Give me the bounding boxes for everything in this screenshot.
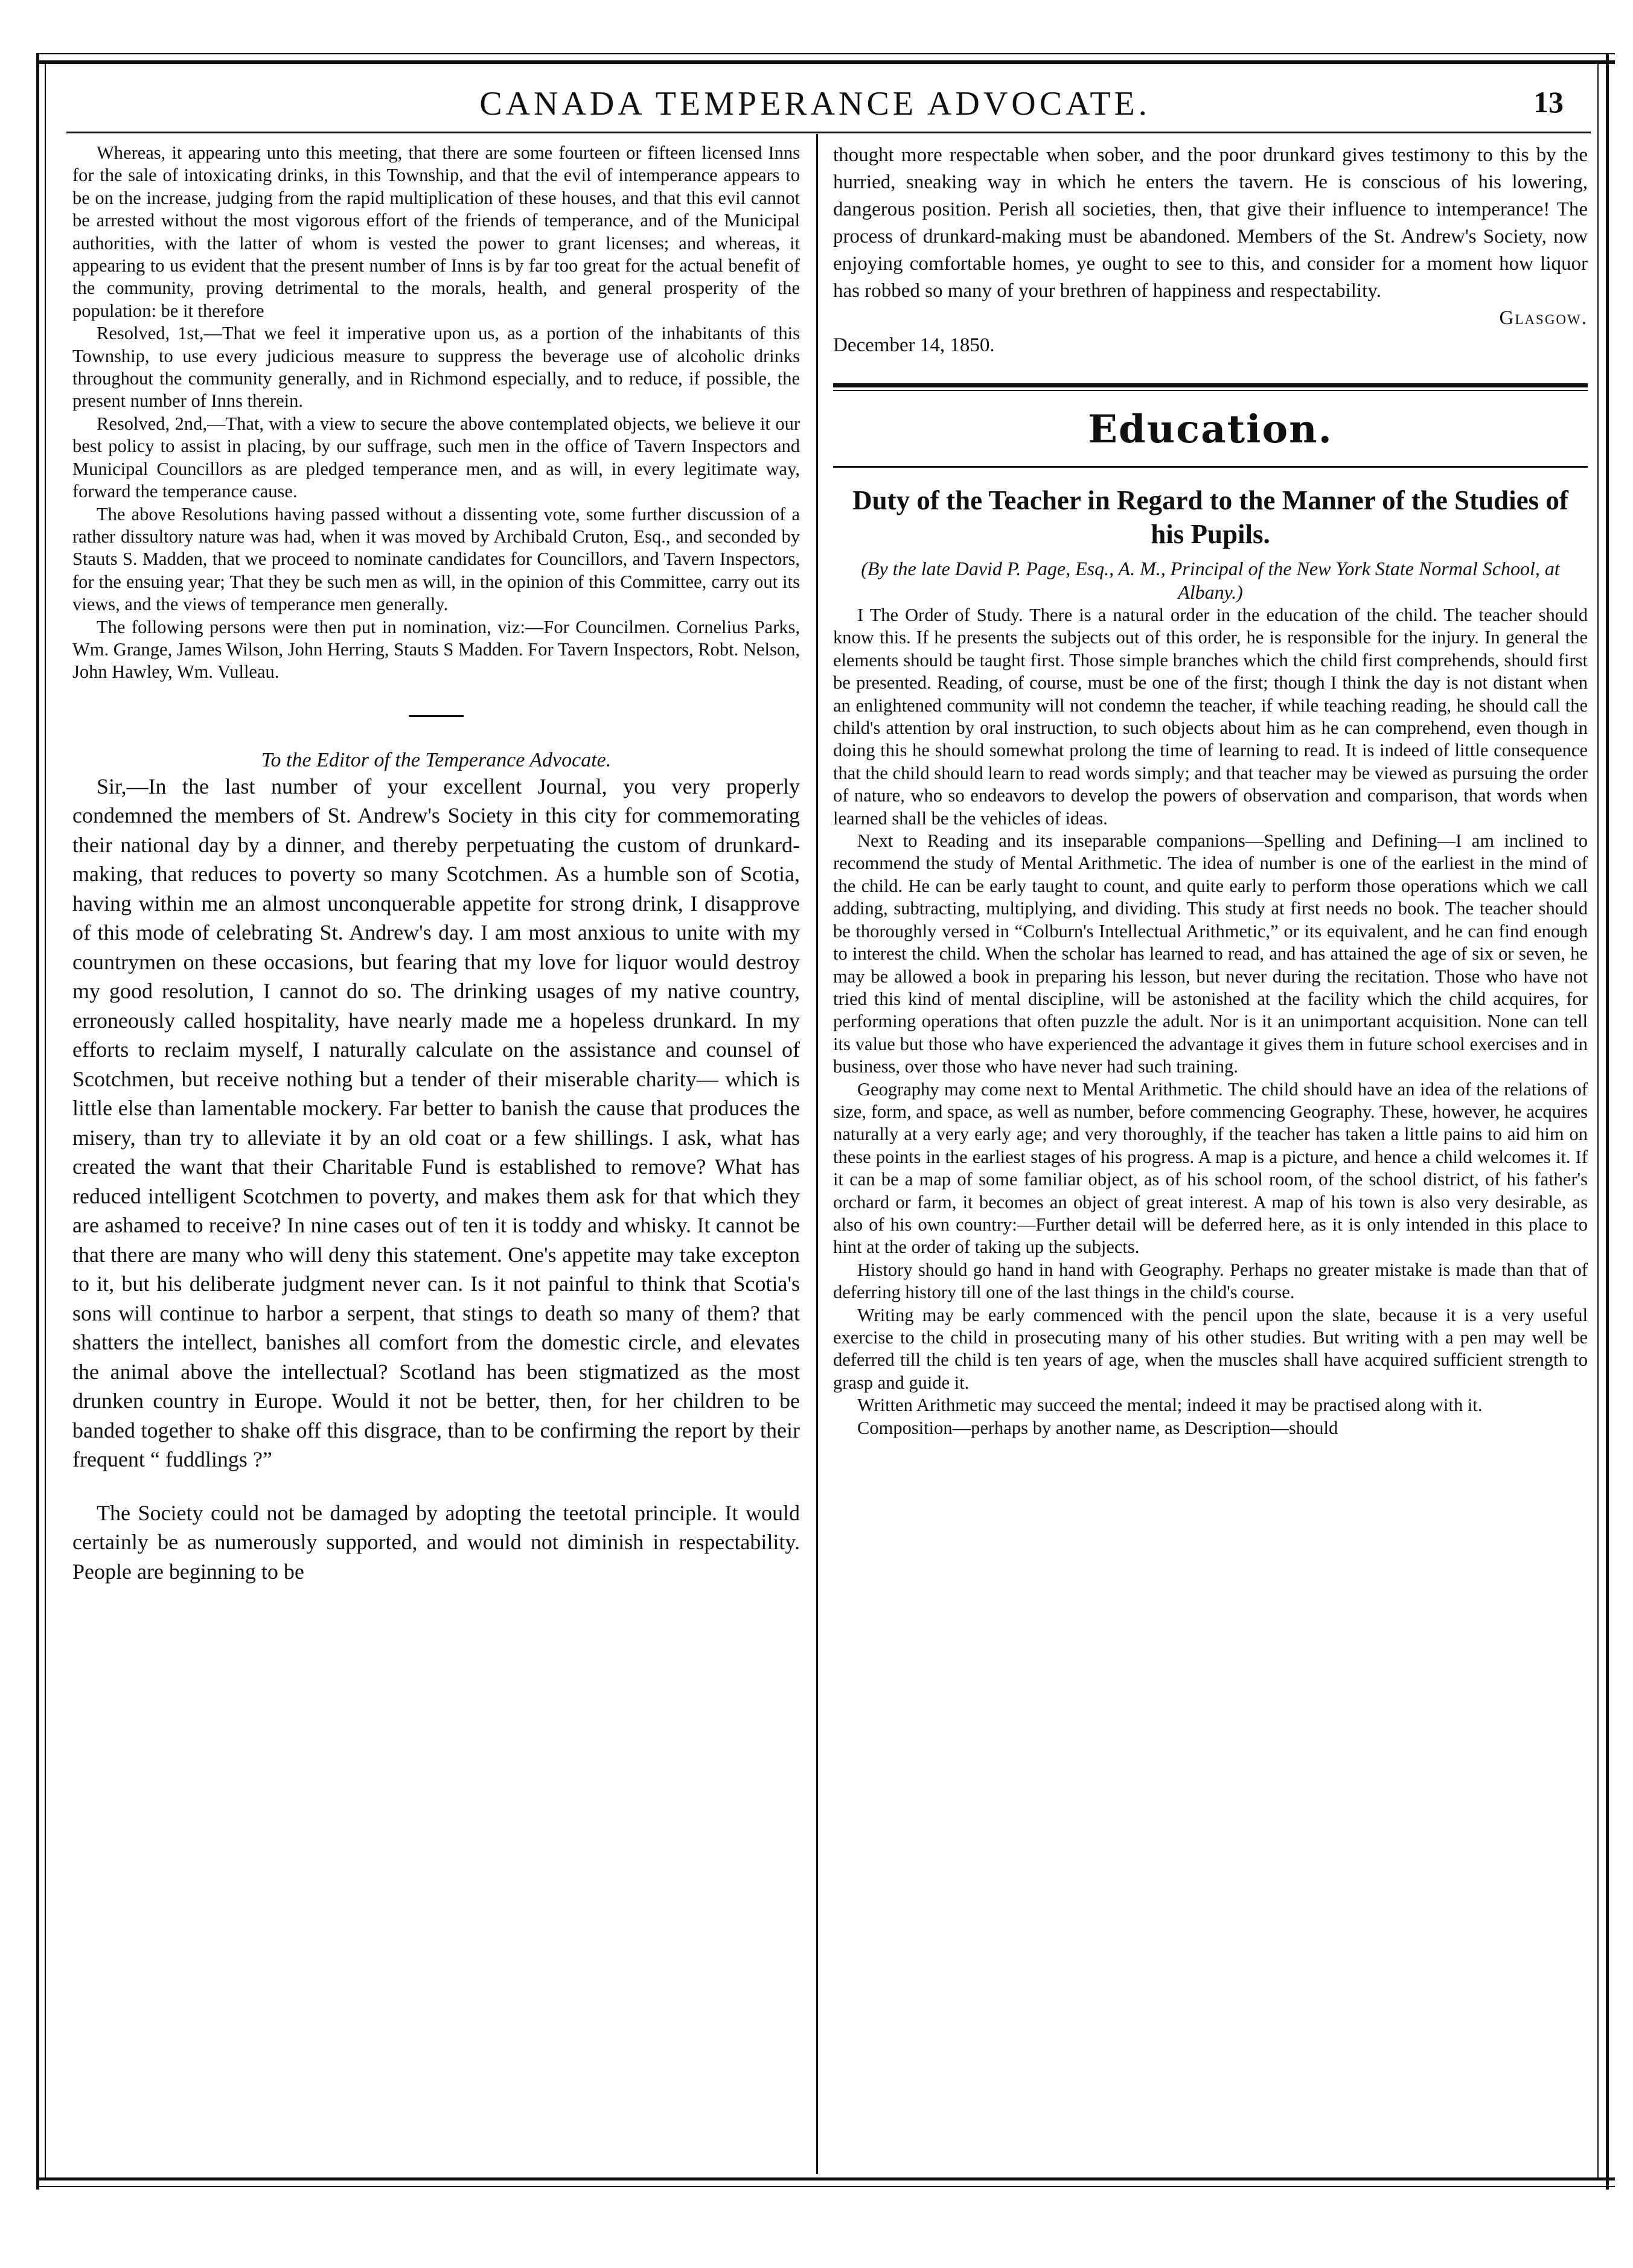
letter-continuation: thought more respectable when sober, and the poor drunkard gives testimony to this by the hurried, sneaking way in which he enters the tavern. He is conscious of his lowering, dangerous position. Perish all societies, then, that give their influence to intemperance! The process of drunkard-making must be abandoned. Members of the St. Andrew's Society, now enjoying comfortable homes, ye ought to see to this, and consider for a moment how liquor has robbed so many of your brethren of happiness and respectability. (833, 144, 1588, 302)
article-paragraph: Composition—perhaps by another name, as Description—should (857, 1417, 1338, 1438)
article-paragraph: Writing may be early commenced with the pencil upon the slate, because it is a very useful exercise to the child in prosecuting many of his other studies. But writing with a pen may well be deferred till the child is ten years of age, when the muscles shall have acquired sufficient strength to grasp and guide it. (833, 1304, 1588, 1393)
border-rule (1606, 53, 1609, 2190)
letter-heading: To the Editor of the Temperance Advocate. (261, 748, 612, 771)
left-column (72, 142, 800, 1586)
border-rule (36, 53, 39, 2190)
column-divider (816, 134, 818, 2174)
letter-date: December 14, 1850. (833, 334, 995, 356)
resolution-paragraph: Resolved, 2nd,—That, with a view to secure the above contemplated objects, we believe it our best policy to assist in placing, by our suffrage, such men in the office of Tavern Inspectors and Municipal Councillors as are pledged temperance men, and as will, in every legitimate way, forward the temperance cause. (72, 413, 800, 502)
border-rule (36, 53, 1615, 54)
article-paragraph: Written Arithmetic may succeed the mental; indeed it may be practised along with it. (857, 1395, 1483, 1416)
article-paragraph: Geography may come next to Mental Arithmetic. The child should have an idea of the relations of size, form, and space, as well as number, before commencing Geography. These, however, he acquires naturally at a very early age; and very thoroughly, if the teacher has taken a little pains to aid him on these points in the earliest stages of his progress. A map is a picture, and hence a child welcomes it. If it can be a map of some familiar object, as of his school room, of the school district, of his father's orchard or farm, it becomes an object of great interest. A map of his town is also very desirable, as also of his own country:—Further detail will be deferred here, as it is only intended in this place to hint at the order of taking up the subjects. (833, 1078, 1588, 1258)
border-rule (45, 60, 46, 2179)
letter-body (72, 772, 800, 1587)
section-double-rule (833, 383, 1588, 391)
border-rule (36, 2177, 1615, 2180)
section-heading: Education. (1088, 407, 1333, 452)
article-paragraph: History should go hand in hand with Geography. Perhaps no greater mistake is made than that of deferring history till one of the last things in the child's course. (833, 1259, 1588, 1303)
separator-rule (409, 715, 464, 717)
article-paragraph: Next to Reading and its inseparable companions—Spelling and Defining—I am inclined to recommend the study of Mental Arithmetic. The idea of number is one of the earliest in the mind of the child. He can be early taught to count, and quite early to perform those operations which we call adding, subtracting, multiplying, and dividing. This study at first needs no book. The teacher should be thoroughly versed in “Colburn's Intellectual Arithmetic,” or its equivalent, and he can find enough to interest the child. When the scholar has learned to read, and has attained the age of six or seven, he may be allowed a book in preparing his lesson, but never during the recitation. Those who have not tried this kind of mental discipline, will be astonished at the facility which the child acquires, for performing operations that often puzzle the adult. Nor is it an unimportant acquisition. None can tell its value but those who have experienced the advantage it gives them in future school exercises and in business, over those who have never had such training. (833, 830, 1588, 1077)
article-paragraph: I The Order of Study. There is a natural order in the education of the child. The teacher should know this. If he presents the subjects out of this order, he is responsible for the injury. In general the elements should be taught first. Those simple branches which the child first comprehends, should first be presented. Reading, of course, must be one of the first; though I think the day is not distant when an enlightened community will not condemn the teacher, if while teaching reading, he should call the child's attention by oral instruction, to such objects about him as he can comprehend, even though in doing this he should somewhat prolong the time of learning to read. It is indeed of little consequence that the child should learn to read words simply; and that teacher may be viewed as pursuing the order of nature, who so endeavors to develop the powers of observation and comparison, that words when learned shall be the vehicles of ideas. (833, 605, 1588, 829)
border-rule (36, 2186, 1615, 2187)
resolution-paragraph: The above Resolutions having passed without a dissenting vote, some further discussion of a rather dissultory nature was had, when it was moved by Archibald Cruton, Esq., and seconded by Stauts S. Madden, that we proceed to nominate candidates for Councillors, and Tavern Inspectors, for the ensuing year; That they be such men as will, in the opinion of this Committee, carry out its views, and the views of temperance men generally. (72, 503, 800, 615)
page-number: 13 (1533, 85, 1564, 119)
resolution-paragraph: The following persons were then put in nomination, viz:—For Councilmen. Cornelius Parks, Wm. Grange, James Wilson, John Herring, Stauts S Madden. For Tavern Inspectors, Robt. Nelson, John Hawley, Wm. Vulleau. (72, 616, 800, 683)
resolution-paragraph: Whereas, it appearing unto this meeting, that there are some fourteen or fifteen licensed Inns for the sale of intoxicating drinks, in this Township, and that the evil of intemperance appears to be on the increase, judging from the rapid multiplication of these houses, and that this evil cannot be arrested without the most vigorous effort of the friends of temperance, and of the Municipal authorities, with the latter of whom is vested the power to grant licenses; and whereas, it appearing to us evident that the present number of Inns is by far too great for the actual benefit of the community, proving detrimental to the morals, health, and general prosperity of the population: be it therefore (72, 142, 800, 321)
header-rule (66, 132, 1591, 133)
right-column (833, 142, 1588, 1439)
resolutions-block (72, 142, 800, 684)
article-byline: (By the late David P. Page, Esq., A. M., Principal of the New York State Normal School, at Albany.) (861, 558, 1560, 603)
border-rule (36, 60, 1615, 64)
letter-continuation-block (833, 142, 1588, 359)
resolution-paragraph: Resolved, 1st,—That we feel it imperative upon us, as a portion of the inhabitants of this Township, to use every judicious measure to suppress the beverage use of alcoholic drinks throughout the community generally, and in Richmond especially, and to reduce, if possible, the present number of Inns therein. (72, 323, 800, 412)
article-body (833, 604, 1588, 1439)
border-rule (1597, 60, 1599, 2179)
letter-paragraph: Sir,—In the last number of your excellent Journal, you very properly condemned the members of St. Andrew's Society in this city for commemorating their national day by a dinner, and thereby perpetuating the custom of drunkard-making, that reduces to poverty so many Scotchmen. As a humble son of Scotia, having within me an almost unconquerable appetite for strong drink, I disapprove of this mode of celebrating St. Andrew's day. I am most anxious to unite with my countrymen on these occasions, but fearing that my love for liquor would destroy my good resolution, I cannot do so. The drinking usages of my native country, erroneously called hospitality, have nearly made me a hopeless drunkard. In my efforts to reclaim myself, I naturally calculate on the assistance and counsel of Scotchmen, but receive nothing but a tender of their miserable charity— which is little else than lamentable mockery. Far better to banish the cause that produces the misery, than try to alleviate it by an old coat or a few shillings. I ask, what has created the want that their Charitable Fund is established to remove? What has reduced intelligent Scotchmen to poverty, and makes them ask for that which they are ashamed to receive? In nine cases out of ten it is toddy and whisky. It cannot be that there are many who will deny this statement. One's appetite may take excepton to it, but his deliberate judgment never can. Is it not painful to think that Scotia's sons will continue to harbor a serpent, that stings to death so many of them? that shatters the intellect, banishes all comfort from the domestic circle, and elevates the animal above the intellectual? Scotland has been stigmatized as the most drunken country in Europe. Would it not be better, then, for her children to be banded together to shake off this disgrace, than to be confirming the report by their frequent “ fuddlings ?” (72, 774, 800, 1472)
running-head (66, 80, 1564, 128)
journal-title: CANADA TEMPERANCE ADVOCATE. (479, 85, 1151, 123)
section-rule (833, 466, 1588, 468)
letter-signature: Glasgow. (1499, 307, 1588, 329)
letter-paragraph: The Society could not be damaged by adopting the teetotal principle. It would certainly be as numerously supported, and would not diminish in respectability. People are beginning to be (72, 1500, 800, 1584)
article-title: Duty of the Teacher in Regard to the Manner of the Studies of his Pupils. (852, 485, 1568, 549)
